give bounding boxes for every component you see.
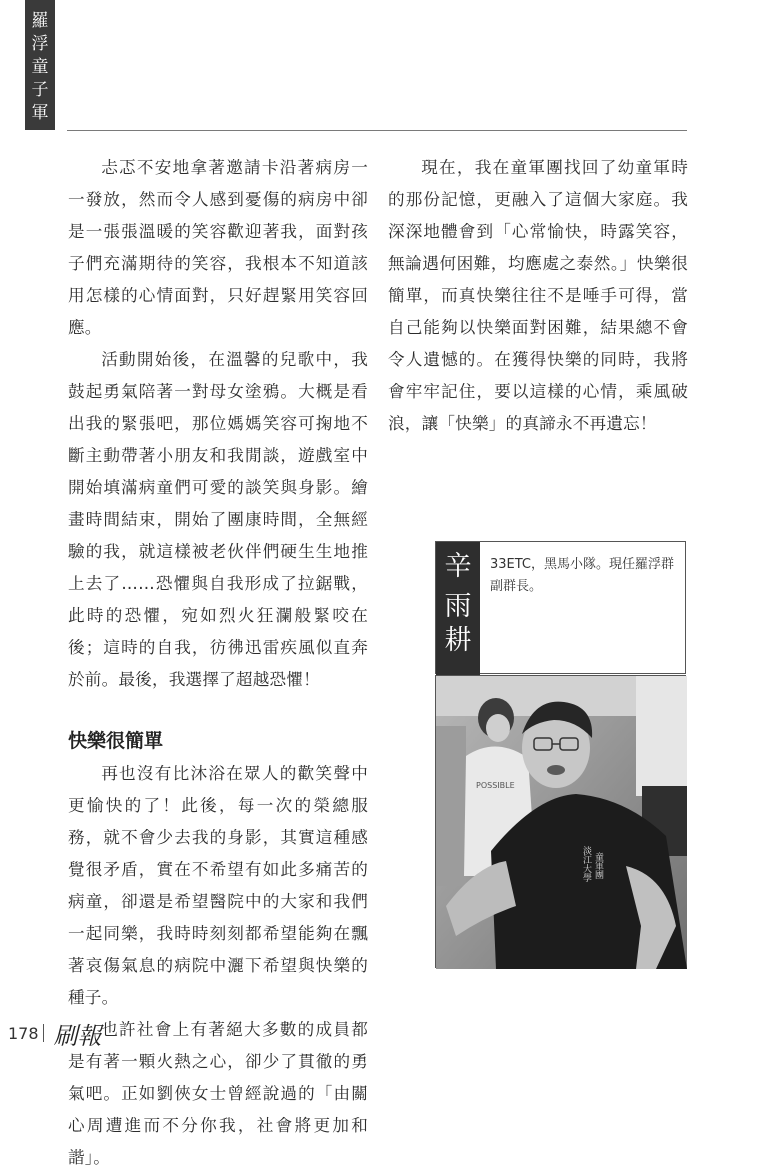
author-name-char: 耕 bbox=[444, 625, 472, 656]
body-paragraph: 再也沒有比沐浴在眾人的歡笑聲中更愉快的了！此後，每一次的榮總服務，就不會少去我的身影，其實這種感覺很矛盾，實在不希望有如此多痛苦的病童，卻還是希望醫院中的大家和我們一起同樂，我時時刻刻都希望能夠在飄著哀傷氣息的病院中灑下希望與快樂的種子。 bbox=[68, 764, 368, 1007]
magazine-logo: 刷報 bbox=[53, 1021, 102, 1050]
author-photo bbox=[435, 675, 686, 968]
right-column bbox=[388, 152, 688, 440]
body-paragraph: 現在，我在童軍團找回了幼童軍時的那份記憶，更融入了這個大家庭。我深深地體會到「心常愉快，時露笑容，無論遇何困難，均應處之泰然。」快樂很簡單，而真快樂往往不是唾手可得，當自己能夠以快樂面對困難，結果總不會令人遺憾的。在獲得快樂的同時，我將會牢牢記住，要以這樣的心情，乘風破浪，讓「快樂」的真諦永不再遺忘！ bbox=[388, 158, 688, 433]
author-bio-box bbox=[435, 541, 686, 674]
header-divider bbox=[67, 130, 687, 131]
shirt-text-line: 淡江大學 bbox=[581, 846, 591, 882]
side-tab-char: 羅 bbox=[31, 11, 49, 31]
side-tab-char: 浮 bbox=[31, 34, 49, 54]
page-footer bbox=[8, 1018, 102, 1048]
body-paragraph: 忐忑不安地拿著邀請卡沿著病房一一發放，然而令人感到憂傷的病房中卻是一張張溫暖的笑容歡迎著我，面對孩子們充滿期待的笑容，我根本不知道該用怎樣的心情面對，只好趕緊用笑容回應。 bbox=[68, 158, 368, 337]
footer-divider bbox=[43, 1024, 44, 1042]
author-name-char: 雨 bbox=[444, 591, 472, 622]
body-paragraph: 也許社會上有著絕大多數的成員都是有著一顆火熱之心，卻少了貫徹的勇氣吧。正如劉俠女士曾經說過的「由關心周遭進而不分你我，社會將更加和諧」。 bbox=[68, 1020, 368, 1167]
page-number: 178 bbox=[8, 1023, 39, 1043]
body-paragraph: 活動開始後，在溫馨的兒歌中，我鼓起勇氣陪著一對母女塗鴉。大概是看出我的緊張吧，那位媽媽笑容可掬地不斷主動帶著小朋友和我閒談，遊戲室中開始填滿病童們可愛的談笑與身影。繪畫時間結束，開始了團康時間，全無經驗的我，就這樣被老伙伴們硬生生地推上去了……恐懼與自我形成了拉鋸戰，此時的恐懼，宛如烈火狂瀾般緊咬在後；這時的自我，彷彿迅雷疾風似直奔於前。最後，我選擇了超越恐懼！ bbox=[68, 350, 368, 689]
author-photo-image bbox=[436, 676, 687, 969]
author-name-char: 辛 bbox=[444, 551, 472, 582]
left-column bbox=[68, 152, 368, 1174]
side-tab-char: 子 bbox=[31, 80, 49, 100]
side-tab-char: 童 bbox=[31, 57, 49, 77]
author-bio: 33ETC，黑馬小隊。現任羅浮群副群長。 bbox=[490, 557, 675, 594]
bg-shirt-text: POSSIBLE bbox=[476, 781, 515, 790]
shirt-text-line: 童軍團 bbox=[593, 852, 603, 879]
author-name bbox=[436, 542, 480, 675]
section-heading: 快樂很簡單 bbox=[68, 730, 164, 752]
side-tab-char: 軍 bbox=[31, 103, 49, 123]
section-side-tab bbox=[25, 0, 55, 130]
